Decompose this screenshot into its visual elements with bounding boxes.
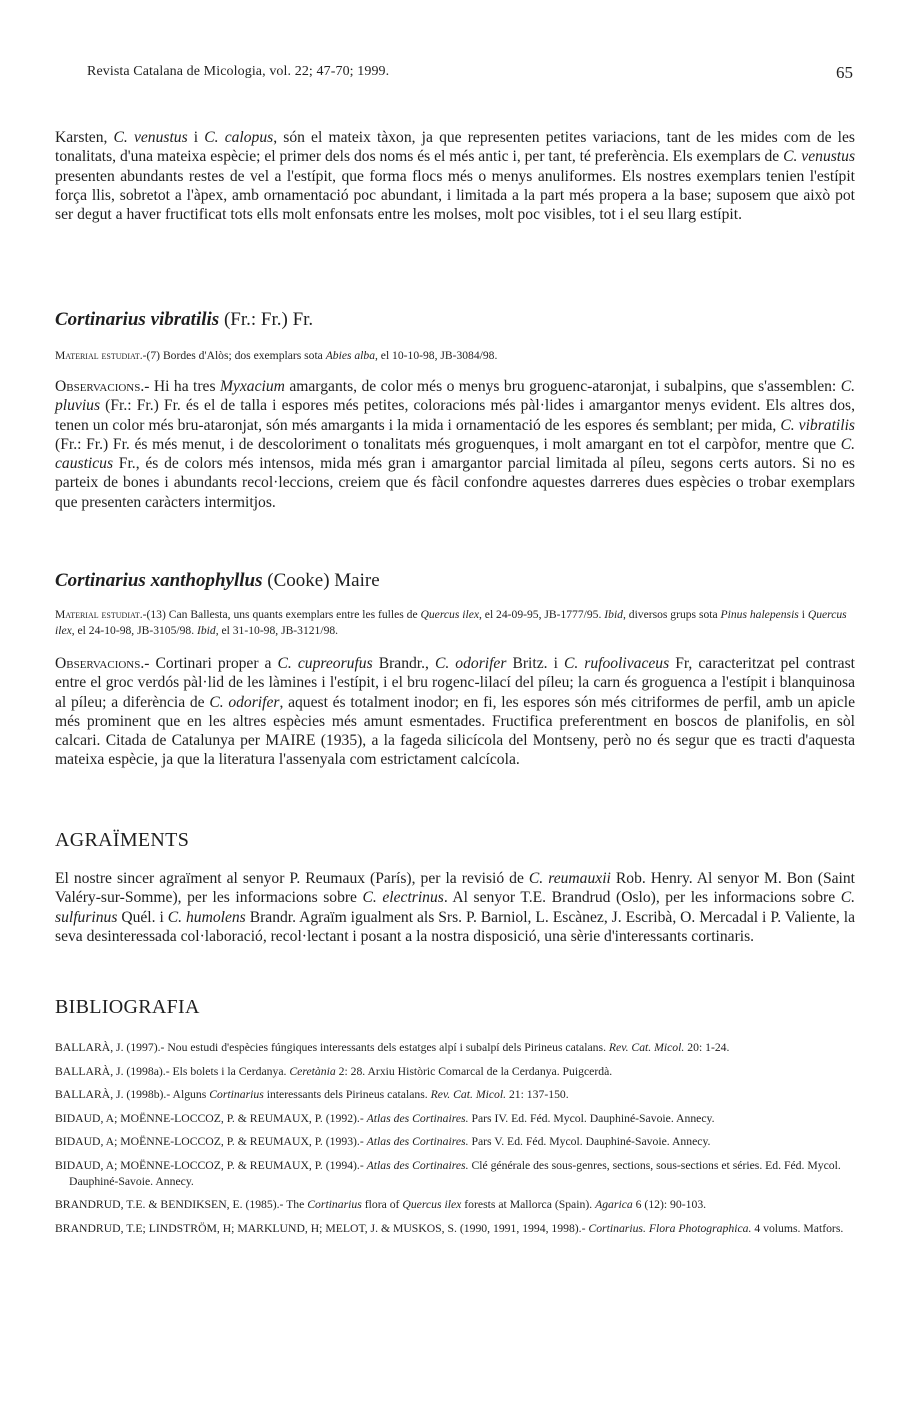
observations-text — [55, 654, 855, 770]
text-run: Clé générale des sous-genres, sections, sous-sections et séries. Ed. Féd. Mycol. Dauphiné-Savoie. Annecy. — [69, 1158, 841, 1188]
taxon-name: C. venustus — [113, 129, 188, 146]
text-run: , són el mateix tàxon, ja que representen petites variacions, tant de les mides com de les tonalitats, d'una mateixa espècie; el primer dels dos noms és el més antic i, per tant, té preferència. Els exemplars de — [55, 129, 856, 166]
taxon-name: C. rufoolivaceus — [563, 655, 670, 672]
text-run: 2: 28. Arxiu Històric Comarcal de la Cerdanya. Puigcerdà. — [335, 1064, 613, 1078]
text-run: i — [187, 129, 205, 146]
text-run: BRANDRUD, T.E; LINDSTRÖM, H; MARKLUND, H; MELOT, J. & MUSKOS, S. (1990, 1991, 1994, 1998).- — [55, 1221, 589, 1235]
journal-name: Rev. Cat. Micol. — [608, 1041, 685, 1054]
taxon-name: C. cupreorufus — [277, 655, 373, 672]
text-run: (Fr.: Fr.) Fr. és més menut, i de descoloriment o tonalitats més groguenques, i molt amargant en tot el carpòfor, mentre que — [55, 435, 841, 453]
text-run: BIDAUD, A; MOËNNE-LOCCOZ, P. & REUMAUX, P. (1992).- — [55, 1111, 367, 1125]
acknowledgements-paragraph — [55, 869, 855, 946]
observations-label: Observacions — [55, 655, 141, 672]
taxon-name: Quercus ilex — [420, 608, 479, 621]
text-run: 21: 137-150. — [506, 1088, 569, 1102]
observations-block — [55, 654, 855, 770]
section-title: BIBLIOGRAFIA — [55, 996, 200, 1018]
text-run: .-(13) Can Ballesta, uns quants exemplars entre les fulles de — [139, 608, 421, 621]
taxon-name: C. reumauxii — [528, 870, 611, 887]
text-run: Britz. i — [506, 655, 564, 672]
text-run: Brandr., — [372, 655, 435, 672]
text-run: Pars V. Ed. Féd. Mycol. Dauphiné-Savoie. Annecy. — [468, 1135, 711, 1149]
text-run: Fr., és de colors més intensos, mida més gran i amargantor parcial limitada al píleu, segons certs autors. Si no es parteix de bones i abundants recol·leccions, creiem que és fàcil confondre aquestes darreres dues espècies o trobar exemplars que presenten caràcters intermitjos. — [55, 455, 855, 511]
taxon-name: Quercus ilex — [55, 608, 847, 637]
text-run: BALLARÀ, J. (1997).- Nou estudi d'espècies fúngiques interessants dels estatges alpí i subalpí dels Pirineus catalans. — [55, 1041, 609, 1054]
taxon-name: C. electrinus — [362, 889, 444, 907]
book-title: Cortinarius. Flora Photographica. — [588, 1221, 752, 1235]
taxon-name: C. odorifer — [209, 693, 280, 711]
text-run: BIDAUD, A; MOËNNE-LOCCOZ, P. & REUMAUX, P. (1994).- — [55, 1158, 367, 1172]
text-run: BALLARÀ, J. (1998b).- Alguns — [55, 1088, 210, 1102]
material-block — [55, 348, 855, 364]
reference-item — [55, 1197, 855, 1213]
reference-item — [55, 1087, 855, 1103]
journal-name: Agarica — [595, 1198, 633, 1212]
text-run: , diversos grups sota — [622, 608, 721, 621]
bibliography-section — [55, 998, 855, 1017]
paragraph-text — [55, 128, 855, 224]
taxon-name: C. venustus — [783, 148, 856, 166]
section-title: AGRAÏMENTS — [55, 829, 190, 851]
species-heading — [55, 571, 855, 590]
text-run: Fr, caracteritzat pel contrast entre el groc verdós pàl·lid de les làmines i l'estípit, i el bru rogenc-lilací del píleu; la carn és groguenca a l'estípit i blanquinosa al píleu; a diferència de — [55, 655, 856, 711]
text-run: , aquest és totalment inodor; en fi, les espores són més citriformes de perfil, amb un apicle més prominent que en les altres espècies més amunt esmentades. Fructifica preferentment en boscos de planifolis, en sòl calcari. Citada de Catalunya per MAIRE (1935), a la fageda silicícola del Montseny, però no és segur que es tracti d'aquesta mateixa espècie, ja que la literatura l'assenyala com estrictament calcícola. — [55, 693, 856, 769]
journal-citation: Revista Catalana de Micologia, vol. 22; 47-70; 1999. — [87, 64, 390, 79]
taxon-name: Abies alba — [325, 349, 375, 362]
running-header — [87, 64, 853, 88]
text-run: Rob. Henry. Al senyor M. Bon (Saint Valéry-sur-Somme), per les informacions sobre — [55, 870, 856, 907]
reference-item — [55, 1221, 855, 1237]
species-name: Cortinarius xanthophyllus — [55, 570, 263, 591]
reference-item — [55, 1064, 855, 1080]
text-run: interessants dels Pirineus catalans. — [263, 1088, 431, 1102]
reference-item — [55, 1134, 855, 1150]
text-run: BRANDRUD, T.E. & BENDIKSEN, E. (1985).- The — [55, 1198, 308, 1212]
text-run: 6 (12): 90-103. — [632, 1198, 707, 1212]
text-run: Brandr. Agraïm igualment als Srs. P. Barniol, L. Escànez, J. Escribà, O. Mercadal i P. Valiente, la seva desinteressada col·laboració, recol·lectant i posant a la nostra disposició, una sèrie d'interessants cortinaris. — [55, 908, 856, 945]
text-run: .-(7) Bordes d'Alòs; dos exemplars sota — [139, 349, 326, 362]
journal-name: Rev. Cat. Micol. — [430, 1088, 507, 1102]
taxon-name: C. calopus — [204, 129, 274, 146]
taxon-name: C. causticus — [55, 435, 855, 473]
material-label: Material estudiat — [55, 349, 140, 362]
species-author: (Fr.: Fr.) Fr. — [219, 309, 314, 330]
text-run: amargants, de color més o menys bru groguenc-ataronjat, i subalpins, que s'assemblen: — [284, 378, 841, 395]
material-text — [55, 348, 855, 364]
text-run: (Fr.: Fr.) Fr. és el de talla i espores més petites, coloracions més pàl·lides i amargantor menys evident. Els altres dos, tenen un color més bru-ataronjat, són més amargants i la mida i ornamentació de les espores és semblant; per mida, — [55, 397, 855, 434]
material-block — [55, 607, 855, 638]
ibid-abbrev: Ibid — [604, 608, 623, 621]
acknowledgements-section — [55, 831, 855, 850]
species-section-xanthophyllus — [55, 571, 855, 590]
taxon-name: Quercus ilex — [402, 1198, 462, 1212]
book-title: Atlas des Cortinaires. — [366, 1135, 469, 1149]
material-label: Material estudiat — [55, 608, 140, 621]
observations-text — [55, 377, 855, 512]
taxon-name: Cortinarius — [307, 1198, 362, 1212]
text-run: , el 31-10-98, JB-3121/98. — [215, 623, 339, 637]
reference-item — [55, 1040, 855, 1056]
observations-label: Observacions — [55, 378, 141, 395]
journal-name: Ceretània — [289, 1064, 336, 1078]
book-title: Atlas des Cortinaires. — [366, 1111, 469, 1125]
reference-item — [55, 1111, 855, 1127]
reference-item — [55, 1158, 855, 1189]
text-run: . Al senyor T.E. Brandrud (Oslo), per les informacions sobre — [443, 889, 841, 907]
text-run: , el 24-10-98, JB-3105/98. — [71, 623, 198, 637]
species-name: Cortinarius vibratilis — [55, 309, 220, 330]
taxon-name: Cortinarius — [209, 1088, 264, 1102]
text-run: Pars IV. Ed. Féd. Mycol. Dauphiné-Savoie. Annecy. — [468, 1111, 715, 1125]
text-run: , el 10-10-98, JB-3084/98. — [375, 349, 498, 362]
species-section-vibratilis — [55, 310, 855, 329]
ibid-abbrev: Ibid — [197, 623, 216, 637]
taxon-name: C. vibratilis — [780, 416, 855, 434]
text-run: , el 24-09-95, JB-1777/95. — [479, 608, 605, 621]
text-run: BIDAUD, A; MOËNNE-LOCCOZ, P. & REUMAUX, P. (1993).- — [55, 1135, 367, 1149]
text-run: Quél. i — [117, 908, 168, 926]
taxon-name: C. sulfurinus — [55, 889, 855, 926]
species-author: (Cooke) Maire — [262, 570, 380, 591]
taxon-name: Pinus halepensis — [720, 608, 799, 621]
page-number: 65 — [836, 63, 853, 82]
taxon-name: C. odorifer — [434, 655, 507, 672]
material-text — [55, 607, 855, 638]
text-run: El nostre sincer agraïment al senyor P. Reumaux (París), per la revisió de — [55, 870, 529, 887]
text-run: Karsten, — [55, 129, 114, 146]
text-run: .- Cortinari proper a — [140, 655, 278, 672]
intro-paragraph — [55, 128, 855, 224]
taxon-name: Myxacium — [219, 378, 285, 395]
observations-block — [55, 377, 855, 512]
text-run: flora of — [361, 1198, 403, 1212]
text-run: 20: 1-24. — [684, 1041, 730, 1054]
text-run: BALLARÀ, J. (1998a).- Els bolets i la Cerdanya. — [55, 1064, 290, 1078]
text-run: .- Hi ha tres — [140, 378, 220, 395]
taxon-name: C. humolens — [167, 908, 246, 926]
taxon-name: C. pluvius — [55, 378, 855, 415]
text-run: forests at Mallorca (Spain). — [461, 1198, 596, 1212]
species-heading — [55, 310, 855, 329]
book-title: Atlas des Cortinaires. — [366, 1158, 469, 1172]
paragraph-text — [55, 869, 855, 946]
text-run: 4 volums. Matfors. — [751, 1221, 844, 1235]
reference-list — [55, 1040, 855, 1236]
text-run: i — [798, 608, 808, 621]
text-run: presenten abundants restes de vel a l'estípit, que forma flocs més o menys anuliformes. Els nostres exemplars tenien l'estípit força llis, sobretot a l'àpex, amb ornamentació poc abundant, i limitada a la part més propera a la base; suposem que això pot ser degut a haver fructificat tots ells molt enfonsats entre les molses, molt poc visibles, tot i el seu llarg estípit. — [55, 167, 855, 224]
